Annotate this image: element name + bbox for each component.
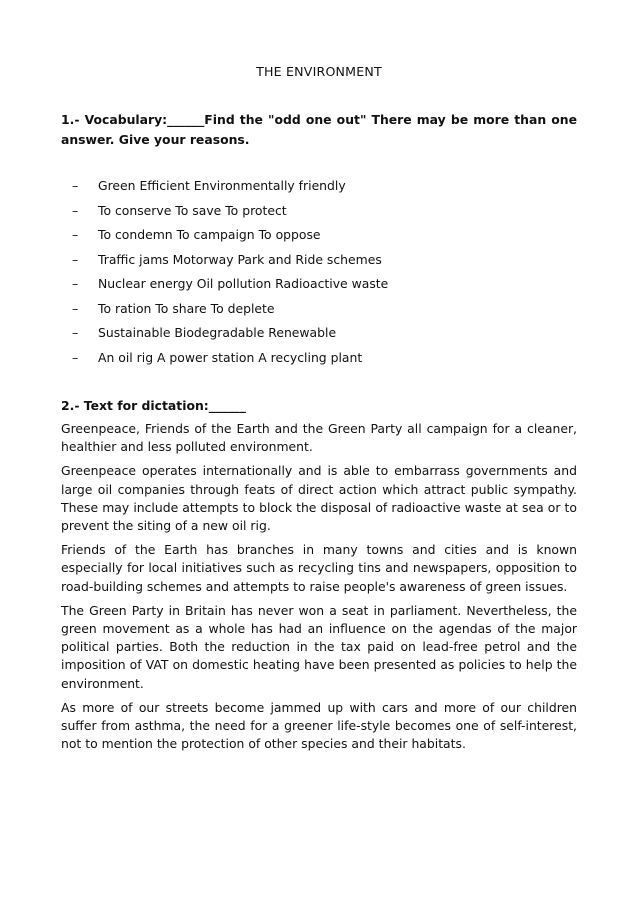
section-1-heading (61, 110, 577, 150)
list-dash: – (72, 178, 79, 193)
page-title: THE ENVIRONMENT (256, 64, 382, 79)
list-item-text: An oil rig A power station A recycling plant (98, 349, 363, 365)
section-2-heading: 2.- Text for dictation:______ (61, 398, 246, 413)
list-dash: – (72, 325, 79, 340)
paragraph: Greenpeace, Friends of the Earth and the Green Party all campaign for a cleaner, healthier and less polluted environment. (61, 421, 577, 455)
paragraph: As more of our streets become jammed up with cars and more of our children suffer from asthma, the need for a greener life-style becomes one of self-interest, not to mention the protection of other species and their habitats. (61, 699, 577, 752)
list-item-text: Sustainable Biodegradable Renewable (98, 325, 337, 340)
list-dash: – (72, 300, 79, 316)
list-item (61, 299, 581, 324)
list-item (61, 176, 581, 201)
paragraph: The Green Party in Britain has never won a seat in parliament. Nevertheless, the green movement as a whole has had an influence on the agendas of the major political parties. Both the reduction in the tax paid on lead-free petrol and the imposition of VAT on domestic heating have been presented as policies to help the environment. (61, 602, 577, 691)
paragraph: Greenpeace operates internationally and is able to embarrass governments and large oil companies through feats of direct action which attract public sympathy. These may include attempts to block the disposal of radioactive waste at sea or to prevent the siting of a new oil rig. (61, 463, 577, 534)
list-dash: – (72, 202, 79, 218)
paragraph: Friends of the Earth has branches in many towns and cities and is known especially for local initiatives such as recycling tins and newspapers, opposition to road-building schemes and attempts to raise people's awareness of green issues. (61, 542, 577, 594)
list-dash: – (72, 276, 79, 291)
section-1-heading-line-1: 1.- Vocabulary:______Find the "odd one out" There may be more than one (61, 112, 577, 127)
list-item-text: To conserve To save To protect (98, 202, 287, 218)
vocabulary-list (61, 176, 581, 372)
list-item-text: Nuclear energy Oil pollution Radioactive waste (98, 276, 389, 291)
list-item-text: To condemn To campaign To oppose (98, 227, 321, 242)
list-item (61, 225, 581, 250)
list-dash: – (72, 349, 79, 365)
section-1-heading-line-2: answer. Give your reasons. (61, 132, 250, 147)
list-item (61, 201, 581, 226)
list-item (61, 348, 581, 373)
list-dash: – (72, 227, 79, 242)
list-item (61, 323, 581, 348)
list-item (61, 274, 581, 299)
list-dash: – (72, 251, 79, 267)
list-item-text: Traffic jams Motorway Park and Ride schemes (98, 251, 382, 267)
dictation-text (61, 420, 577, 759)
list-item-text: To ration To share To deplete (98, 300, 275, 316)
list-item (61, 250, 581, 275)
list-item-text: Green Efficient Environmentally friendly (98, 178, 346, 193)
